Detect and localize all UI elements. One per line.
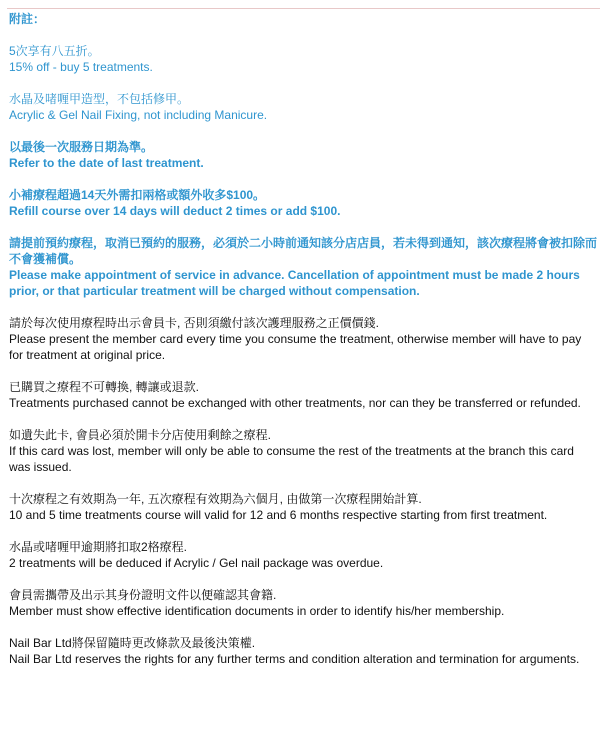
note-appointment: [9, 235, 597, 299]
note-en: Nail Bar Ltd reserves the rights for any further terms and condition alteration and termination for arguments.: [9, 652, 580, 666]
note-member-card: [9, 315, 597, 363]
note-en: Refill course over 14 days will deduct 2 times or add $100.: [9, 204, 341, 218]
top-divider: [7, 8, 600, 9]
note-validity: [9, 491, 597, 523]
note-en: If this card was lost, member will only be able to consume the rest of the treatments at the branch this card was issued.: [9, 444, 574, 474]
note-overdue: [9, 539, 597, 571]
note-identification: [9, 587, 597, 619]
note-en: Refer to the date of last treatment.: [9, 156, 204, 170]
note-en: 10 and 5 time treatments course will valid for 12 and 6 months respective starting from first treatment.: [9, 508, 548, 522]
note-en: Please present the member card every time you consume the treatment, otherwise member will have to pay for treatment at original price.: [9, 332, 582, 362]
note-zh: 請提前預約療程，取消已預約的服務，必須於二小時前通知該分店店員，若未得到通知，該次療程將會被扣除而不會獲補償。: [9, 236, 598, 266]
note-en: 2 treatments will be deduced if Acrylic / Gel nail package was overdue.: [9, 556, 384, 570]
note-zh: 請於每次使用療程時出示會員卡, 否則須繳付該次護理服務之正價價錢.: [9, 316, 380, 330]
note-refill: [9, 187, 597, 219]
note-zh: 水晶或啫喱甲逾期將扣取2格療程.: [9, 540, 188, 554]
note-zh: 會員需攜帶及出示其身份證明文件以便確認其會籍.: [9, 588, 277, 602]
note-en: 15% off - buy 5 treatments.: [9, 60, 153, 74]
note-zh: 十次療程之有效期為一年, 五次療程有效期為六個月, 由做第一次療程開始計算.: [9, 492, 422, 506]
note-zh: 水晶及啫喱甲造型，不包括修甲。: [9, 92, 190, 106]
note-no-refund: [9, 379, 597, 411]
note-en: Please make appointment of service in advance. Cancellation of appointment must be made 2 hours prior, or that particular treatment will be charged without compensation.: [9, 268, 580, 298]
notes-heading: 附註：: [9, 12, 46, 26]
note-last-treatment: [9, 139, 597, 171]
note-discount: [9, 43, 597, 75]
note-lost-card: [9, 427, 597, 475]
note-en: Member must show effective identification documents in order to identify his/her membership.: [9, 604, 505, 618]
notes-section: [9, 11, 597, 683]
note-zh: 5次享有八五折。: [9, 44, 100, 58]
note-zh: Nail Bar Ltd將保留隨時更改條款及最後決策權.: [9, 636, 256, 650]
note-en: Acrylic & Gel Nail Fixing, not including Manicure.: [9, 108, 268, 122]
note-zh: 已購買之療程不可轉換, 轉讓或退款.: [9, 380, 200, 394]
note-acrylic-gel: [9, 91, 597, 123]
note-zh: 小補療程超過14天外需扣兩格或額外收多$100。: [9, 188, 266, 202]
note-rights-reserved: [9, 635, 597, 667]
note-en: Treatments purchased cannot be exchanged with other treatments, nor can they be transferred or refunded.: [9, 396, 581, 410]
note-zh: 以最後一次服務日期為準。: [9, 140, 154, 154]
note-zh: 如遺失此卡, 會員必須於開卡分店使用剩餘之療程.: [9, 428, 272, 442]
